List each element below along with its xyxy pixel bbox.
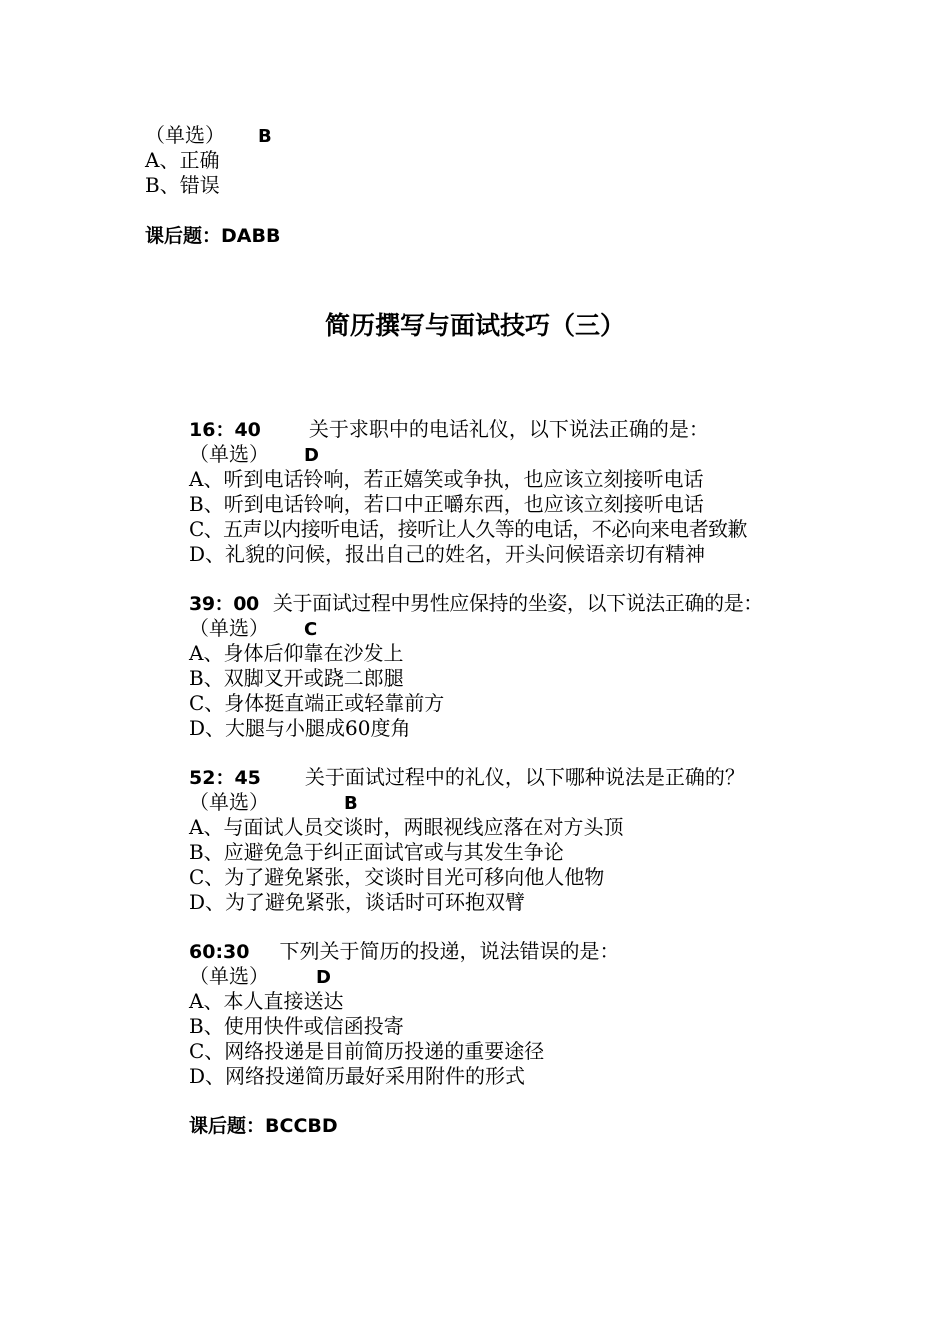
question-answer: C: [304, 619, 318, 640]
question-text: 关于求职中的电话礼仪，以下说法正确的是：: [308, 417, 709, 441]
option-b: B、应避免急于纠正面试官或与其发生争论: [189, 840, 564, 864]
option-b: B、错误: [145, 173, 220, 197]
option-c: C、身体挺直端正或轻靠前方: [189, 691, 445, 715]
question-answer: B: [258, 126, 272, 147]
question-text: 关于面试过程中男性应保持的坐姿，以下说法正确的是：: [272, 591, 763, 615]
option-c: C、网络投递是目前简历投递的重要途径: [189, 1039, 545, 1063]
question-2: [189, 591, 763, 617]
question-answer: B: [344, 793, 358, 814]
question-text: 下列关于简历的投递，说法错误的是：: [279, 939, 620, 963]
option-d: D、礼貌的问候，报出自己的姓名，开头问候语亲切有精神: [189, 542, 706, 566]
option-d: D、网络投递简历最好采用附件的形式: [189, 1064, 526, 1088]
question-time: 16：40: [189, 419, 261, 441]
question-time: 39：00: [189, 593, 259, 615]
option-d: D、为了避免紧张，谈话时可环抱双臂: [189, 890, 526, 914]
option-a: A、身体后仰靠在沙发上: [189, 641, 404, 665]
option-b: B、听到电话铃响，若口中正嚼东西，也应该立刻接听电话: [189, 492, 704, 516]
after-class-summary: [145, 224, 280, 249]
option-b: B、双脚叉开或跷二郎腿: [189, 666, 404, 690]
question-type-label: （单选）: [189, 616, 269, 640]
option-a: A、本人直接送达: [189, 989, 344, 1013]
question-type-label: （单选）: [189, 442, 269, 466]
after-class-label: 课后题：: [145, 225, 222, 247]
option-c: C、为了避免紧张，交谈时目光可移向他人他物: [189, 865, 605, 889]
question-answer: D: [304, 445, 319, 466]
after-class-label: 课后题：: [189, 1115, 266, 1137]
option-a: A、与面试人员交谈时，两眼视线应落在对方头顶: [189, 815, 624, 839]
after-class-answers: DABB: [221, 225, 281, 247]
section-title: 简历撰写与面试技巧（三）: [324, 311, 625, 340]
option-b: B、使用快件或信函投寄: [189, 1014, 404, 1038]
after-class-answers: BCCBD: [265, 1115, 338, 1137]
question-text: 关于面试过程中的礼仪，以下哪种说法是正确的？: [304, 765, 745, 789]
question-time: 52：45: [189, 767, 261, 789]
option-d: D、大腿与小腿成60度角: [189, 716, 411, 740]
question-1: [189, 417, 709, 443]
question-type-label: （单选）: [189, 964, 269, 988]
option-a: A、正确: [145, 148, 220, 172]
question-4: [189, 939, 619, 965]
option-a: A、听到电话铃响，若正嬉笑或争执，也应该立刻接听电话: [189, 467, 704, 491]
question-3: [189, 765, 745, 791]
question-time: 60:30: [189, 941, 250, 963]
question-answer: D: [316, 967, 331, 988]
question-type-label: （单选）: [189, 790, 269, 814]
question-type-label: （单选）: [145, 123, 225, 147]
after-class-summary: [189, 1114, 338, 1139]
option-c: C、五声以内接听电话，接听让人久等的电话，不必向来电者致歉: [189, 517, 747, 541]
